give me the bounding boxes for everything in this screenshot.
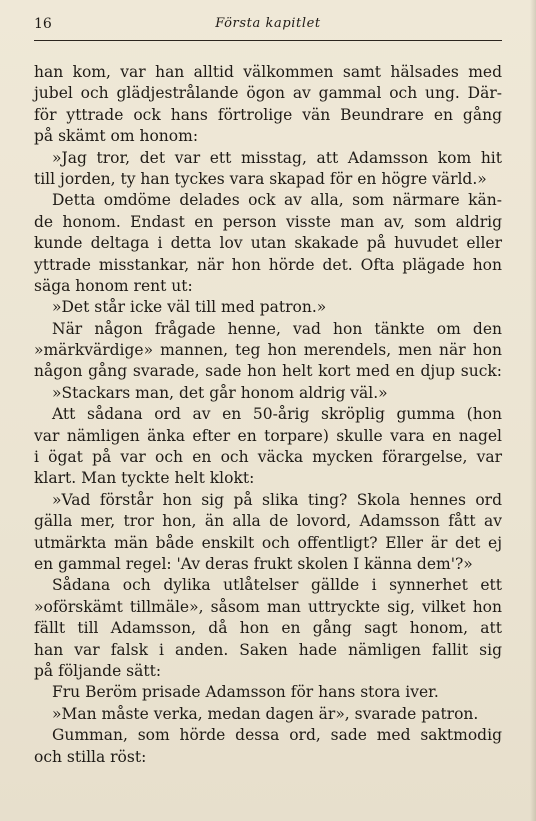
text-line: var nämligen änka efter en torpare) skulle vara en nagel — [34, 426, 502, 445]
text-line: i ögat på var och en och väcka mycken förargelse, var — [34, 448, 502, 467]
page-header — [34, 14, 502, 34]
text-line: »Man måste verka, medan dagen är», svarade patron. — [52, 704, 479, 723]
text-line: och stilla röst: — [34, 747, 147, 766]
header-rule — [34, 40, 502, 41]
body-text — [34, 62, 502, 768]
text-line: han kom, var han alltid välkommen samt hälsades med — [34, 63, 502, 81]
text-line: När någon frågade henne, vad hon tänkte om den — [52, 319, 502, 338]
text-line: han var falsk i anden. Saken hade nämligen fallit sig — [34, 640, 502, 659]
text-line: »Vad förstår hon sig på slika ting? Skola hennes ord — [52, 490, 502, 509]
text-line: »Det står icke väl till med patron.» — [52, 298, 327, 317]
text-line: klart. Man tyckte helt klokt: — [34, 469, 255, 488]
text-line: på skämt om honom: — [34, 127, 199, 146]
text-line: de honom. Endast en person visste man av, som aldrig — [34, 212, 502, 231]
text-line: Sådana och dylika utlåtelser gällde i synnerhet ett — [52, 576, 502, 595]
running-title: Första kapitlet — [215, 16, 321, 31]
text-line: »Stackars man, det går honom aldrig väl.» — [52, 383, 388, 402]
text-line: en gammal regel: 'Av deras frukt skolen I känna dem'?» — [34, 554, 473, 573]
text-line: fällt till Adamsson, då hon en gång sagt honom, att — [34, 619, 502, 638]
text-line: »märkvärdige» mannen, teg hon merendels, men när hon — [34, 341, 502, 360]
text-line: utmärkta män både enskilt och offentligt? Eller är det ej — [34, 533, 502, 552]
page-number: 16 — [34, 16, 52, 32]
text-line: yttrade misstankar, när hon hörde det. Ofta plägade hon — [34, 255, 502, 274]
text-line: »Jag tror, det var ett misstag, att Adamsson kom hit — [52, 148, 502, 167]
text-line: på följande sätt: — [34, 661, 162, 680]
text-line: Fru Beröm prisade Adamsson för hans stora iver. — [52, 683, 439, 702]
text-line: Gumman, som hörde dessa ord, sade med saktmodig — [52, 726, 502, 745]
text-line: Att sådana ord av en 50-årig skröplig gumma (hon — [52, 405, 502, 424]
text-line: för yttrade ock hans förtrolige vän Beundrare en gång — [34, 105, 502, 124]
scan-edge — [530, 0, 536, 821]
text-line: Detta omdöme delades ock av alla, som närmare kän- — [52, 191, 502, 210]
text-line: gälla mer, tror hon, än alla de lovord, Adamsson fått av — [34, 512, 502, 531]
text-line: jubel och glädjestrålande ögon av gammal och ung. Där- — [34, 84, 502, 103]
text-line: »oförskämt tillmäle», såsom man uttryckte sig, vilket hon — [34, 597, 502, 616]
text-line: någon gång svarade, sade hon helt kort med en djup suck: — [34, 362, 502, 381]
text-line: säga honom rent ut: — [34, 276, 193, 295]
text-line: till jorden, ty han tyckes vara skapad för en högre värld.» — [34, 169, 487, 188]
text-line: kunde deltaga i detta lov utan skakade på huvudet eller — [34, 234, 502, 253]
